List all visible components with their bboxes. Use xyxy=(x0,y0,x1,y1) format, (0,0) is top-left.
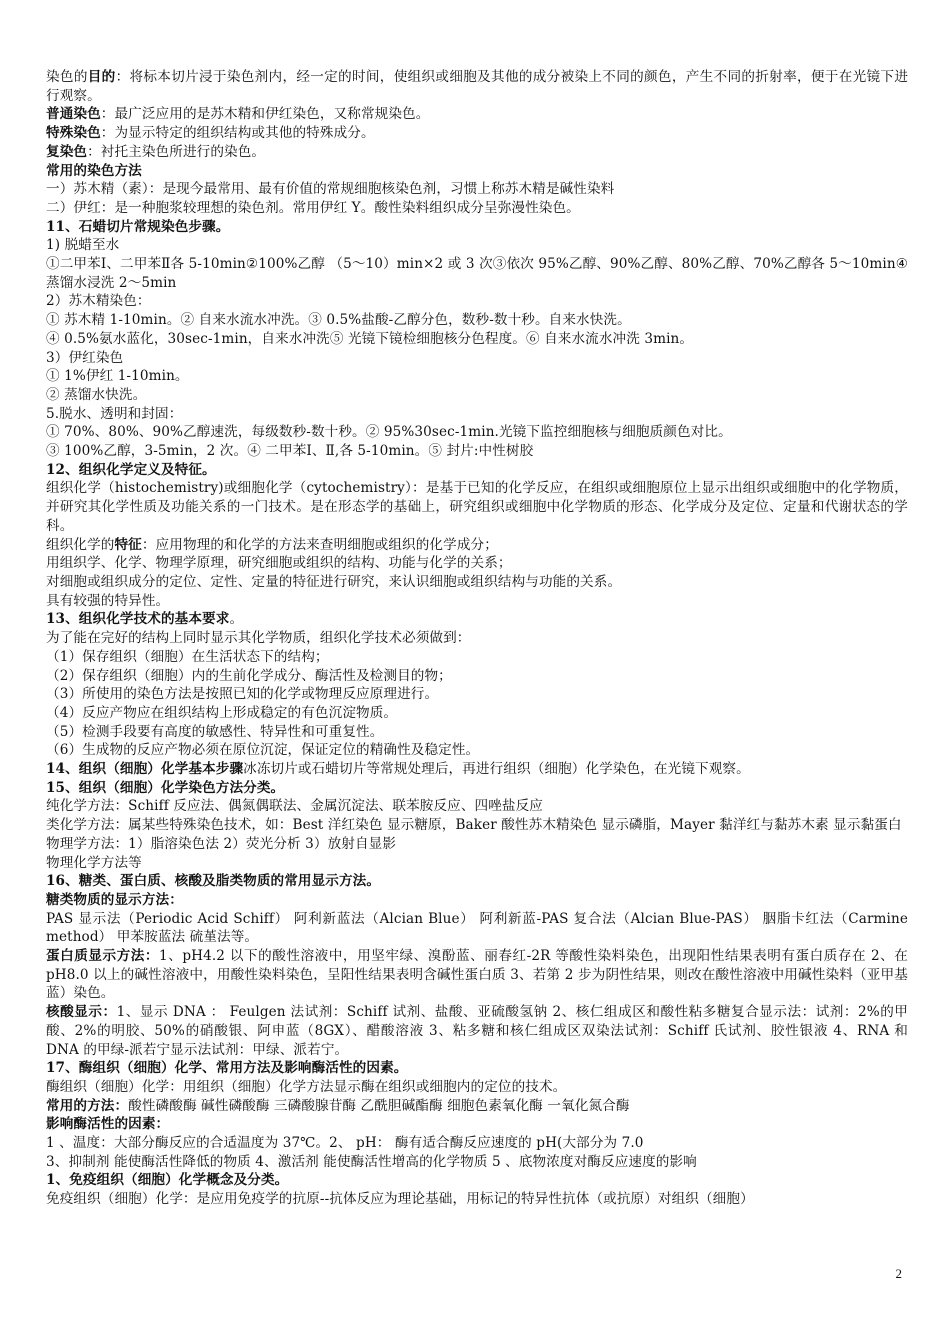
text-span: 类化学方法：属某些特殊染色技术，如：Best 洋红染色 显示糖原，Baker 酸性苏木精染色 显示磷脂，Mayer 黏洋红与黏苏木素 显示黏蛋白 xyxy=(46,817,902,834)
text-line xyxy=(46,180,908,199)
text-line xyxy=(46,1115,908,1134)
text-line xyxy=(46,349,908,368)
text-line xyxy=(46,68,908,105)
text-line xyxy=(46,1171,908,1190)
bold-text: 14、组织（细胞）化学基本步骤 xyxy=(46,761,244,778)
text-span: 1、显示 DNA ： Feulgen 法试剂：Schiff 试剂、盐酸、亚硫酸氢钠 2、核仁组成区和酸性粘多糖复合显示法：试剂：2%的甲酸、2%的明胶、50%的硝酸银、阿申蓝（8GX）、醋酸溶液 3、粘多糖和核仁组成区双染法试剂：Schiff 氏试剂、胶性银液 4、RNA 和 DNA 的甲绿-派若宁显示法试剂：甲绿、派若宁。 xyxy=(46,1004,908,1058)
text-span: 对细胞或组织成分的定位、定性、定量的特征进行研究，来认识细胞或组织结构与功能的关系。 xyxy=(46,573,622,590)
text-span: 2）苏木精染色： xyxy=(46,293,151,310)
text-span: 酸性磷酸酶 碱性磷酸酶 三磷酸腺苷酶 乙酰胆碱酯酶 细胞色素氧化酶 一氧化氮合酶 xyxy=(128,1097,630,1114)
text-line xyxy=(46,199,908,218)
text-span: 1 、温度：大部分酶反应的合适温度为 37℃。2、 pH： 酶有适合酶反应速度的 pH(大部分为 7.0 xyxy=(46,1135,644,1152)
text-span: ①二甲苯Ⅰ、二甲苯Ⅱ各 5-10min②100%乙醇 （5～10）min×2 或 3 次③依次 95%乙醇、90%乙醇、80%乙醇、70%乙醇各 5～10min④蒸馏水浸洗 2～5min xyxy=(46,256,908,291)
bold-text: 13、组织化学技术的基本要求 xyxy=(46,611,230,628)
bold-text: 特征 xyxy=(114,536,142,553)
text-line xyxy=(46,667,908,686)
text-line xyxy=(46,1134,908,1153)
text-span: （1）保存组织（细胞）在生活状态下的结构； xyxy=(46,648,329,665)
text-line xyxy=(46,386,908,405)
bold-text: 复染色 xyxy=(46,143,88,160)
text-span: ：衬托主染色所进行的染色。 xyxy=(87,143,266,160)
text-span: 酶组织（细胞）化学：用组织（细胞）化学方法显示酶在组织或细胞内的定位的技术。 xyxy=(46,1078,567,1095)
text-line xyxy=(46,461,908,480)
text-span: （2）保存组织（细胞）内的生前化学成分、酶活性及检测目的物； xyxy=(46,667,452,684)
bold-text: 核酸显示： xyxy=(46,1004,117,1021)
text-line xyxy=(46,330,908,349)
text-span: ③ 100%乙醇，3-5min，2 次。④ 二甲苯Ⅰ、Ⅱ,各 5-10min。⑤ 封片:中性树胶 xyxy=(46,443,534,460)
text-span: 组织化学的 xyxy=(46,536,115,553)
text-line xyxy=(46,1078,908,1097)
text-span: 物理化学方法等 xyxy=(46,854,142,871)
text-span: 纯化学方法：Schiff 反应法、偶氮偶联法、金属沉淀法、联苯胺反应、四唑盐反应 xyxy=(46,798,544,815)
text-line xyxy=(46,1153,908,1172)
text-span: PAS 显示法（Periodic Acid Schiff） 阿利新蓝法（Alcian Blue） 阿利新蓝-PAS 复合法（Alcian Blue-PAS） 胭脂卡红法（Carmine method） 甲苯胺蓝法 硫堇法等。 xyxy=(46,910,908,946)
text-line xyxy=(46,779,908,798)
bold-text: 12、组织化学定义及特征。 xyxy=(46,461,216,478)
text-line xyxy=(46,292,908,311)
text-line xyxy=(46,311,908,330)
bold-text: 11、石蜡切片常规染色步骤。 xyxy=(46,218,230,235)
text-span: ① 70%、80%、90%乙醇速洗，每级数秒-数十秒。② 95%30sec-1min.光镜下监控细胞核与细胞质颜色对比。 xyxy=(46,424,732,441)
text-span: ：为显示特定的组织结构或其他的特殊成分。 xyxy=(100,125,375,142)
text-line xyxy=(46,479,908,535)
text-line xyxy=(46,816,908,835)
text-span: 。 xyxy=(229,611,244,628)
text-span: 为了能在完好的结构上同时显示其化学物质，组织化学技术必须做到： xyxy=(46,630,471,647)
text-span: （3）所使用的染色方法是按照已知的化学或物理反应原理进行。 xyxy=(46,686,439,703)
page-number: 2 xyxy=(895,1266,902,1281)
bold-text: 糖类物质的显示方法： xyxy=(46,891,183,908)
text-line xyxy=(46,218,908,237)
text-span: 物理学方法：1）脂溶染色法 2）荧光分析 3）放射自显影 xyxy=(46,835,397,852)
text-span: ① 1%伊红 1-10min。 xyxy=(46,368,189,385)
text-line xyxy=(46,741,908,760)
text-line xyxy=(46,947,908,1003)
text-span: ：最广泛应用的是苏木精和伊红染色，又称常规染色。 xyxy=(100,106,430,123)
bold-text: 常用的方法： xyxy=(46,1097,129,1114)
text-line xyxy=(46,105,908,124)
bold-text: 1、免疫组织（细胞）化学概念及分类。 xyxy=(46,1172,289,1189)
text-span: ② 蒸馏水快洗。 xyxy=(46,386,147,403)
text-span: 5.脱水、透明和封固： xyxy=(46,405,183,422)
bold-text: 特殊染色 xyxy=(46,125,101,142)
text-span: 用组织学、化学、物理学原理，研究细胞或组织的结构、功能与化学的关系； xyxy=(46,555,512,572)
text-line xyxy=(46,236,908,255)
text-line xyxy=(46,723,908,742)
text-line xyxy=(46,143,908,162)
text-line xyxy=(46,573,908,592)
text-line xyxy=(46,797,908,816)
text-span: 1、pH4.2 以下的酸性溶液中，用坚牢绿、溴酚蓝、丽春红-2R 等酸性染料染色，出现阳性结果表明有蛋白质存在 2、在 pH8.0 以上的碱性溶液中，用酸性染料染色，呈阳性结果表明含碱性蛋白质 3、若第 2 步为阴性结果，则改在酸性溶液中用碱性染料（亚甲基蓝）染色。 xyxy=(46,948,908,1002)
text-line xyxy=(46,910,908,947)
text-span: 一）苏木精（素）：是现今最常用、最有价值的常规细胞核染色剂，习惯上称苏木精是碱性染料 xyxy=(46,181,615,198)
text-line xyxy=(46,1097,908,1116)
text-line xyxy=(46,423,908,442)
text-line xyxy=(46,1190,908,1209)
text-span: ④ 0.5%氨水蓝化，30sec-1min，自来水冲洗⑤ 光镜下镜检细胞核分色程度。⑥ 自来水流水冲洗 3min。 xyxy=(46,330,694,347)
text-line xyxy=(46,255,908,292)
text-span: （4）反应产物应在组织结构上形成稳定的有色沉淀物质。 xyxy=(46,704,398,721)
bold-text: 普通染色 xyxy=(46,106,101,123)
text-line xyxy=(46,442,908,461)
text-line xyxy=(46,405,908,424)
text-line xyxy=(46,760,908,779)
text-line xyxy=(46,854,908,873)
text-line xyxy=(46,1003,908,1059)
text-line xyxy=(46,367,908,386)
text-line xyxy=(46,629,908,648)
text-line xyxy=(46,592,908,611)
text-line xyxy=(46,648,908,667)
text-span: 3）伊红染色 xyxy=(46,349,124,366)
bold-text: 15、组织（细胞）化学染色方法分类。 xyxy=(46,779,285,796)
text-span: ：应用物理的和化学的方法来查明细胞或组织的化学成分； xyxy=(141,536,498,553)
bold-text: 蛋白质显示方法： xyxy=(46,948,160,965)
bold-text: 17、酶组织（细胞）化学、常用方法及影响酶活性的因素。 xyxy=(46,1060,408,1077)
text-line xyxy=(46,124,908,143)
text-span: 冰冻切片或石蜡切片等常规处理后，再进行组织（细胞）化学染色，在光镜下观察。 xyxy=(243,761,750,778)
bold-text: 影响酶活性的因素： xyxy=(46,1116,170,1133)
text-line xyxy=(46,162,908,181)
text-span: 二）伊红：是一种胞浆较理想的染色剂。常用伊红 Y。酸性染料组织成分呈弥漫性染色。 xyxy=(46,199,580,216)
text-span: 免疫组织（细胞）化学：是应用免疫学的抗原--抗体反应为理论基础，用标记的特异性抗体（或抗原）对组织（细胞） xyxy=(46,1191,754,1208)
text-line xyxy=(46,1059,908,1078)
text-line xyxy=(46,891,908,910)
text-line xyxy=(46,685,908,704)
text-line xyxy=(46,872,908,891)
text-span: ：将标本切片浸于染色剂内，经一定的时间，使组织或细胞及其他的成分被染上不同的颜色，产生不同的折射率，便于在光镜下进行观察。 xyxy=(46,69,908,104)
text-span: （5）检测手段要有高度的敏感性、特异性和可重复性。 xyxy=(46,723,384,740)
text-span: ① 苏木精 1-10min。② 自来水流水冲洗。③ 0.5%盐酸-乙醇分色，数秒-数十秒。自来水快洗。 xyxy=(46,312,631,329)
document-page xyxy=(46,68,908,1209)
text-span: （6）生成物的反应产物必须在原位沉淀，保证定位的精确性及稳定性。 xyxy=(46,742,480,759)
text-span: 组织化学（histochemistry)或细胞化学（cytochemistry）：是基于已知的化学反应，在组织或细胞原位上显示出组织或细胞中的化学物质，并研究其化学性质及功能关系的一门技术。是在形态学的基础上，研究组织或细胞中化学物质的形态、化学成分及定位、定量和代谢状态的学科。 xyxy=(46,480,908,534)
text-span: 1) 脱蜡至水 xyxy=(46,237,120,254)
text-line xyxy=(46,835,908,854)
text-span: 具有较强的特异性。 xyxy=(46,592,170,609)
text-line xyxy=(46,554,908,573)
text-span: 3、抑制剂 能使酶活性降低的物质 4、激活剂 能使酶活性增高的化学物质 5 、底物浓度对酶反应速度的影响 xyxy=(46,1153,697,1170)
text-span: 染色的 xyxy=(46,69,88,85)
bold-text: 目的 xyxy=(87,69,116,85)
text-line xyxy=(46,536,908,555)
bold-text: 16、糖类、蛋白质、核酸及脂类物质的常用显示方法。 xyxy=(46,873,381,890)
text-line xyxy=(46,610,908,629)
bold-text: 常用的染色方法 xyxy=(46,162,142,179)
text-line xyxy=(46,704,908,723)
